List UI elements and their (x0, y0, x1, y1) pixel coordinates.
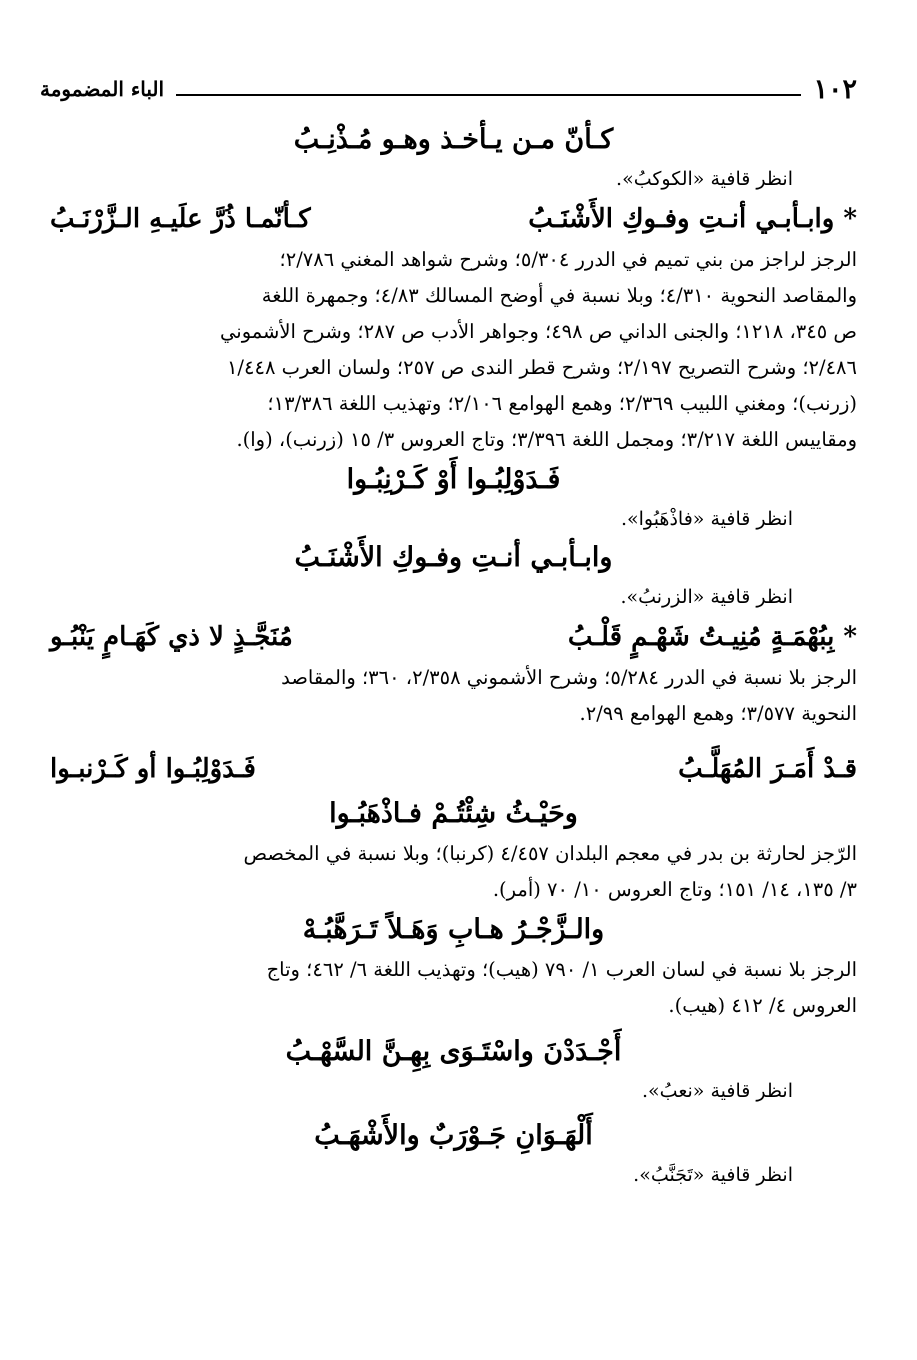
commentary-line: النحوية ٣/٥٧٧؛ وهمع الهوامع ٢/٩٩. (579, 702, 857, 725)
verse-line: والـزَّجْـرُ هـابِ وَهَـلاً تَـرَهَّبُـهْ (302, 914, 605, 945)
cross-reference: انظر قافية «نعبُ». (642, 1080, 793, 1102)
verse-line: وابـأبـي أنـتِ وفـوكِ الأَشْنَـبُ (294, 542, 613, 573)
verse-couplet (50, 196, 857, 242)
commentary-line: ٣/ ١٣٥، ١٤/ ١٥١؛ وتاج العروس ١٠/ ٧٠ (أمر). (492, 878, 857, 901)
commentary-paragraph (50, 242, 857, 458)
cross-reference: انظر قافية «تَجَنَّبُ». (633, 1164, 793, 1186)
commentary-line: ص ٣٤٥، ١٢١٨؛ والجنى الداني ص ٤٩٨؛ وجواهر الأدب ص ٢٨٧؛ وشرح الأشموني (220, 320, 857, 343)
cross-reference: انظر قافية «الكوكبُ». (616, 168, 793, 190)
running-header (40, 72, 857, 106)
commentary-line: ومقاييس اللغة ٣/٢١٧؛ ومجمل اللغة ٣/٣٩٦؛ وتاج العروس ٣/ ١٥ (زرنب)، (وا). (236, 428, 857, 451)
chapter-title: الباء المضمومة (40, 77, 165, 101)
verse-couplet (50, 614, 857, 660)
spacer (50, 732, 857, 746)
commentary-line: الرجز لراجز من بني تميم في الدرر ٥/٣٠٤؛ وشرح شواهد المغني ٢/٧٨٦؛ (279, 248, 857, 271)
commentary-paragraph (50, 952, 857, 1024)
verse-line: فَـدَوْلِبُـوا أَوْ كَـرْنِبُـوا (346, 464, 561, 495)
verse-first-hemistich: * وابـأبـي أنـتِ وفـوكِ الأَشْنَـبُ (528, 204, 857, 234)
header-rule (176, 94, 801, 96)
commentary-line: العروس ٤/ ٤١٢ (هيب). (668, 994, 857, 1017)
verse-couplet (50, 746, 857, 792)
commentary-line: الرجز بلا نسبة في لسان العرب ١/ ٧٩٠ (هيب)؛ وتهذيب اللغة ٦/ ٤٦٢؛ وتاج (266, 958, 857, 981)
page-number: ١٠٢ (813, 73, 857, 105)
commentary-line: الرجز بلا نسبة في الدرر ٥/٢٨٤؛ وشرح الأشموني ٢/٣٥٨، ٣٦٠؛ والمقاصد (281, 666, 857, 689)
commentary-paragraph (50, 660, 857, 732)
verse-line: أَلْهَـوَانِ جَـوْرَبٌ والأَشْهَـبُ (314, 1120, 593, 1151)
cross-reference: انظر قافية «الزرنبُ». (620, 586, 793, 608)
commentary-line: (زرنب)؛ ومغني اللبيب ٢/٣٦٩؛ وهمع الهوامع ٢/١٠٦؛ وتهذيب اللغة ١٣/٣٨٦؛ (267, 392, 857, 415)
verse-first-hemistich: * بِبُهْمَـةٍ مُنِيـتُ شَهْـمٍ قَلْـبُ (567, 622, 857, 652)
commentary-line: والمقاصد النحوية ٤/٣١٠؛ وبلا نسبة في أوضح المسالك ٤/٨٣؛ وجمهرة اللغة (261, 284, 857, 307)
verse-second-hemistich: كـأنّمـا ذُرَّ علَيـهِ الـزَّرْنَـبُ (50, 204, 311, 234)
verse-first-hemistich: قـدْ أَمَـرَ المُهَلَّـبُ (678, 754, 857, 784)
verse-second-hemistich: مُنَجَّـذٍ لا ذي كَهَـامٍ يَنْبُـو (50, 622, 293, 652)
verse-line: وحَيْـثُ شِئْتُـمْ فـاذْهَبُـوا (329, 798, 578, 829)
verse-line: كـأنّ مـن يـأخـذ وهـو مُـذْنِـبُ (293, 124, 614, 155)
cross-reference: انظر قافية «فاذْهَبُوا». (620, 508, 793, 530)
verse-line: أَجْـدَدْنَ واسْتَـوَى بِهِـنَّ السَّهْـبُ (285, 1036, 622, 1067)
page-body (50, 118, 857, 1192)
verse-second-hemistich: فَـدَوْلِبُـوا أو كَـرْنبـوا (50, 754, 256, 784)
commentary-paragraph (50, 836, 857, 908)
commentary-line: الرّجز لحارثة بن بدر في معجم البلدان ٤/٤٥٧ (كرنبا)؛ وبلا نسبة في المخصص (243, 842, 857, 865)
commentary-line: ٢/٤٨٦؛ وشرح التصريح ٢/١٩٧؛ وشرح قطر الندى ص ٢٥٧؛ ولسان العرب ١/٤٤٨ (226, 356, 857, 379)
